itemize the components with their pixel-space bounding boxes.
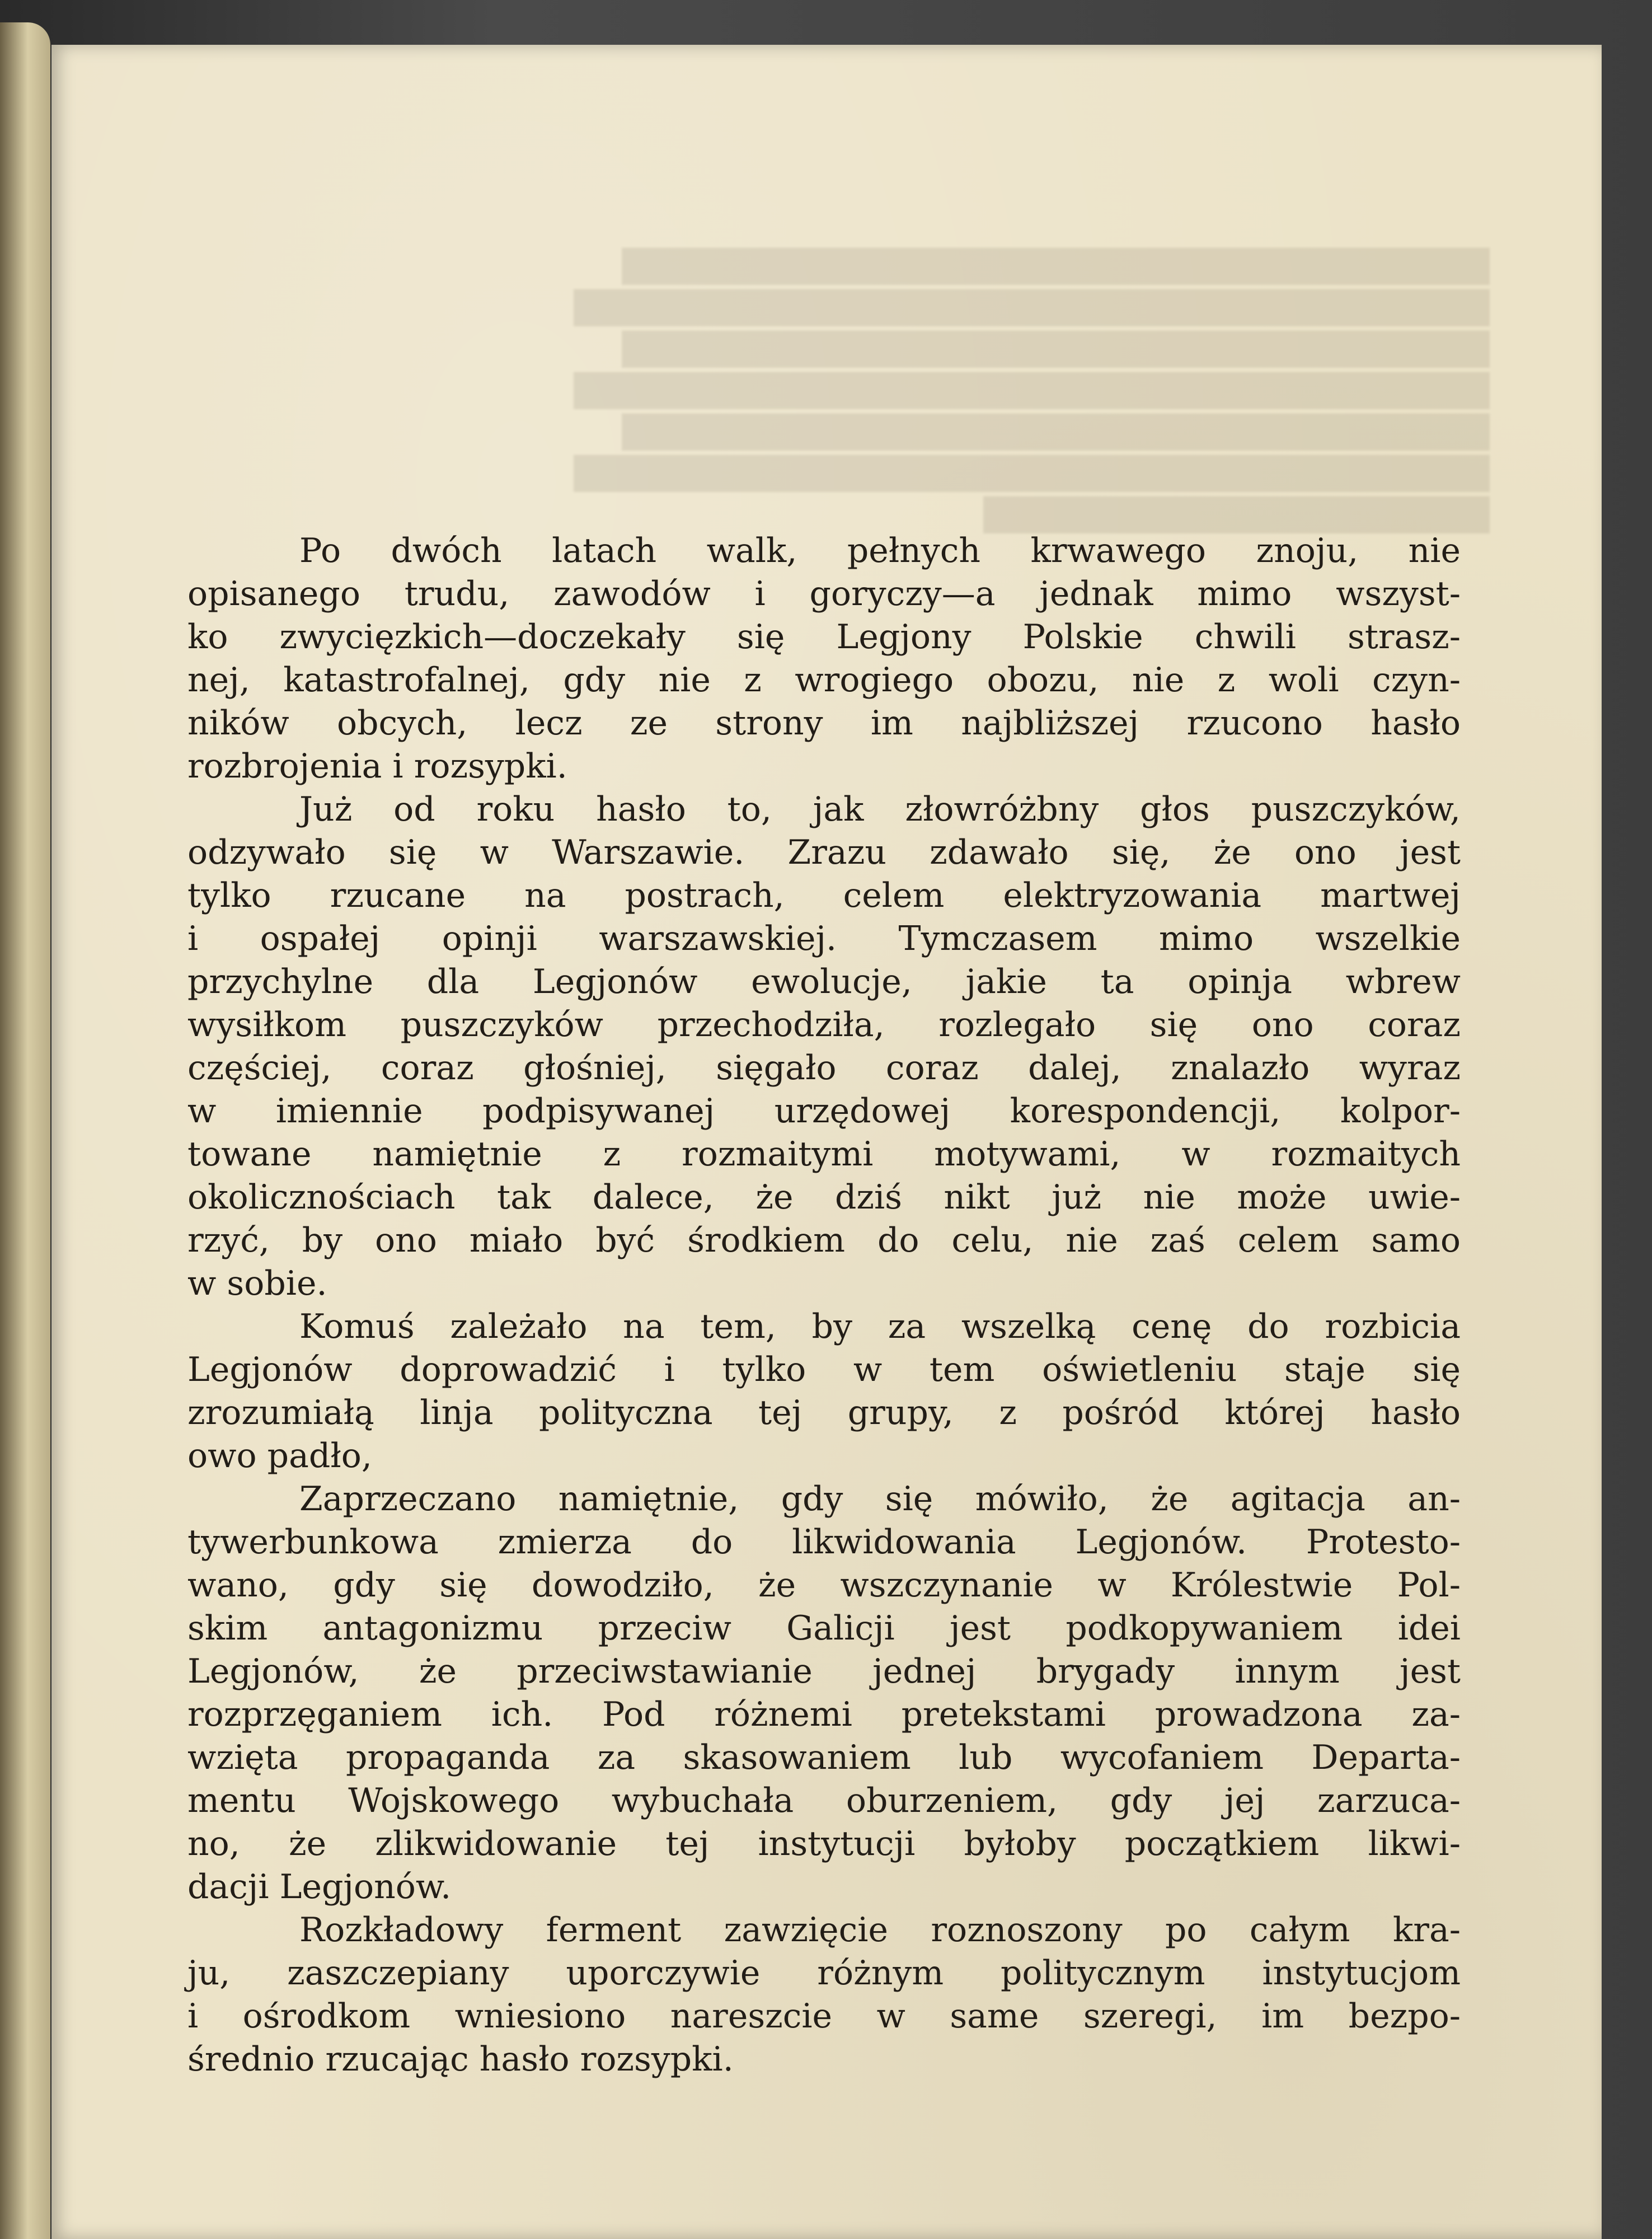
text-line: i ośrodkom wniesiono nareszcie w same szeregi, im bezpo- <box>187 1997 1461 2036</box>
text-line: Legjonów doprowadzić i tylko w tem oświetleniu staje się <box>187 1350 1461 1389</box>
paragraph-3 <box>187 1305 1461 1478</box>
text-line: średnio rzucając hasło rozsypki. <box>187 2040 734 2079</box>
text-line: dacji Legjonów. <box>187 1867 452 1907</box>
text-line: opisanego trudu, zawodów i goryczy—a jednak mimo wszyst- <box>187 574 1461 613</box>
text-line: w sobie. <box>187 1264 327 1303</box>
text-line: wano, gdy się dowodziło, że wszczynanie w Królestwie Pol- <box>187 1566 1461 1605</box>
paragraph-2 <box>187 788 1461 1305</box>
text-line: wzięta propaganda za skasowaniem lub wycofaniem Departa- <box>187 1738 1461 1777</box>
text-line: okolicznościach tak dalece, że dziś nikt już nie może uwie- <box>187 1178 1461 1217</box>
text-line: tylko rzucane na postrach, celem elektryzowania martwej <box>187 876 1461 915</box>
paragraph-1 <box>187 530 1461 788</box>
text-line: rzyć, by ono miało być środkiem do celu, nie zaś celem samo <box>187 1221 1461 1260</box>
text-line: rozbrojenia i rozsypki. <box>187 747 567 786</box>
paragraph-4 <box>187 1478 1461 1909</box>
text-line: Komuś zależało na tem, by za wszelką cenę do rozbicia <box>299 1307 1461 1346</box>
text-line: Legjonów, że przeciwstawianie jednej brygady innym jest <box>187 1652 1461 1691</box>
text-line: nej, katastrofalnej, gdy nie z wrogiego obozu, nie z woli czyn- <box>187 661 1461 700</box>
text-line: no, że zlikwidowanie tej instytucji byłoby początkiem likwi- <box>187 1824 1461 1863</box>
text-line: Zaprzeczano namiętnie, gdy się mówiło, że agitacja an- <box>299 1479 1461 1519</box>
text-line: Rozkładowy ferment zawzięcie roznoszony po całym kra- <box>299 1910 1461 1950</box>
text-line: wysiłkom puszczyków przechodziła, rozlegało się ono coraz <box>187 1005 1461 1044</box>
text-line: ju, zaszczepiany uporczywie różnym politycznym instytucjom <box>187 1954 1461 1993</box>
text-line: odzywało się w Warszawie. Zrazu zdawało się, że ono jest <box>187 833 1461 872</box>
text-line: mentu Wojskowego wybuchała oburzeniem, gdy jej zarzuca- <box>187 1781 1461 1820</box>
text-line: towane namiętnie z rozmaitymi motywami, w rozmaitych <box>187 1135 1461 1174</box>
paragraph-5 <box>187 1909 1461 2081</box>
text-line: tywerbunkowa zmierza do likwidowania Legjonów. Protesto- <box>187 1523 1461 1562</box>
text-line: przychylne dla Legjonów ewolucje, jakie ta opinja wbrew <box>187 962 1461 1001</box>
left-page-edge <box>0 22 50 2239</box>
text-line: i ospałej opinji warszawskiej. Tymczasem mimo wszelkie <box>187 919 1461 958</box>
text-line: ników obcych, lecz ze strony im najbliższej rzucono hasło <box>187 704 1461 743</box>
body-text <box>187 530 1461 2081</box>
text-line: rozprzęganiem ich. Pod różnemi pretekstami prowadzona za- <box>187 1695 1461 1734</box>
text-line: zrozumiałą linja polityczna tej grupy, z pośród której hasło <box>187 1393 1461 1432</box>
text-line: w imiennie podpisywanej urzędowej korespondencji, kolpor- <box>187 1092 1461 1131</box>
text-line: Już od roku hasło to, jak złowróżbny głos puszczyków, <box>299 790 1461 829</box>
text-line: skim antagonizmu przeciw Galicji jest podkopywaniem idei <box>187 1609 1461 1648</box>
text-line: ko zwycięzkich—doczekały się Legjony Polskie chwili strasz- <box>187 617 1461 657</box>
bleed-through-texture: ████████████████████████████████████ ██████████████████████████████████████ ████████████████████████████████████ ██████████████████████████████████████ ████████████████████████████████████ ██████████████████████████████████████ █████████████████████ <box>574 249 1490 533</box>
text-line: owo padło, <box>187 1436 372 1476</box>
text-line: częściej, coraz głośniej, sięgało coraz dalej, znalazło wyraz <box>187 1048 1461 1088</box>
text-line: Po dwóch latach walk, pełnych krwawego znoju, nie <box>299 531 1461 570</box>
